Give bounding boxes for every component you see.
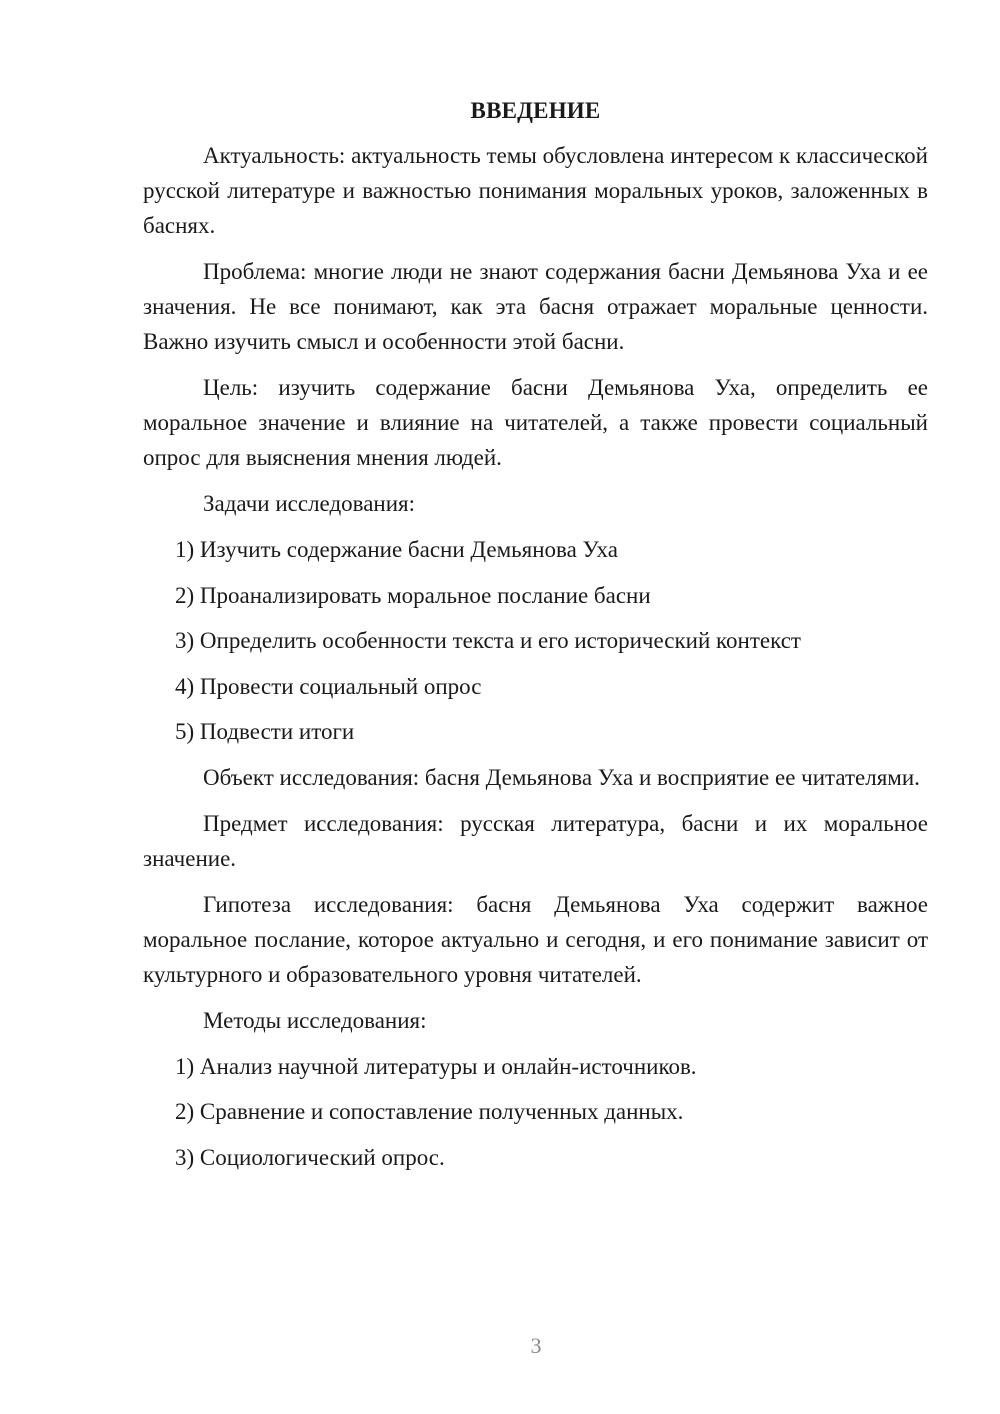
section-title: ВВЕДЕНИЕ xyxy=(470,98,601,123)
list-item: 4) Провести социальный опрос xyxy=(175,673,482,699)
hypothesis-paragraph: Гипотеза исследования: басня Демьянова Уха содержит важное моральное послание, которое актуально и сегодня, и его понимание зависит от культурного и образовательного уровня читателей. xyxy=(143,891,928,987)
list-item: 2) Проанализировать моральное послание басни xyxy=(175,582,651,608)
subject-paragraph: Предмет исследования: русская литература, басни и их моральное значение. xyxy=(143,810,928,871)
list-item: 3) Определить особенности текста и его исторический контекст xyxy=(175,628,801,653)
problem-paragraph: Проблема: многие люди не знают содержания басни Демьянова Уха и ее значения. Не все понимают, как эта басня отражает моральные ценности. Важно изучить смысл и особенности этой басни. xyxy=(143,259,928,354)
object-paragraph: Объект исследования: басня Демьянова Уха и восприятие ее читателями. xyxy=(203,764,920,790)
methods-heading: Методы исследования: xyxy=(203,1007,427,1033)
tasks-heading: Задачи исследования: xyxy=(203,491,416,516)
page-number: 3 xyxy=(530,1333,542,1358)
list-item: 1) Анализ научной литературы и онлайн-источников. xyxy=(175,1053,697,1079)
list-item: 1) Изучить содержание басни Демьянова Уха xyxy=(175,537,618,562)
tasks-list xyxy=(143,532,928,749)
relevance-paragraph: Актуальность: актуальность темы обусловлена интересом к классической русской литературе и важностью понимания моральных уроков, заложенных в баснях. xyxy=(143,143,928,238)
page-content xyxy=(143,93,928,1185)
list-item: 2) Сравнение и сопоставление полученных данных. xyxy=(175,1099,684,1124)
list-item: 3) Социологический опрос. xyxy=(175,1144,445,1170)
list-item: 5) Подвести итоги xyxy=(175,719,355,744)
goal-paragraph: Цель: изучить содержание басни Демьянова Уха, определить ее моральное значение и влияние на читателей, а также провести социальный опрос для выяснения мнения людей. xyxy=(143,375,928,470)
methods-list xyxy=(143,1049,928,1175)
